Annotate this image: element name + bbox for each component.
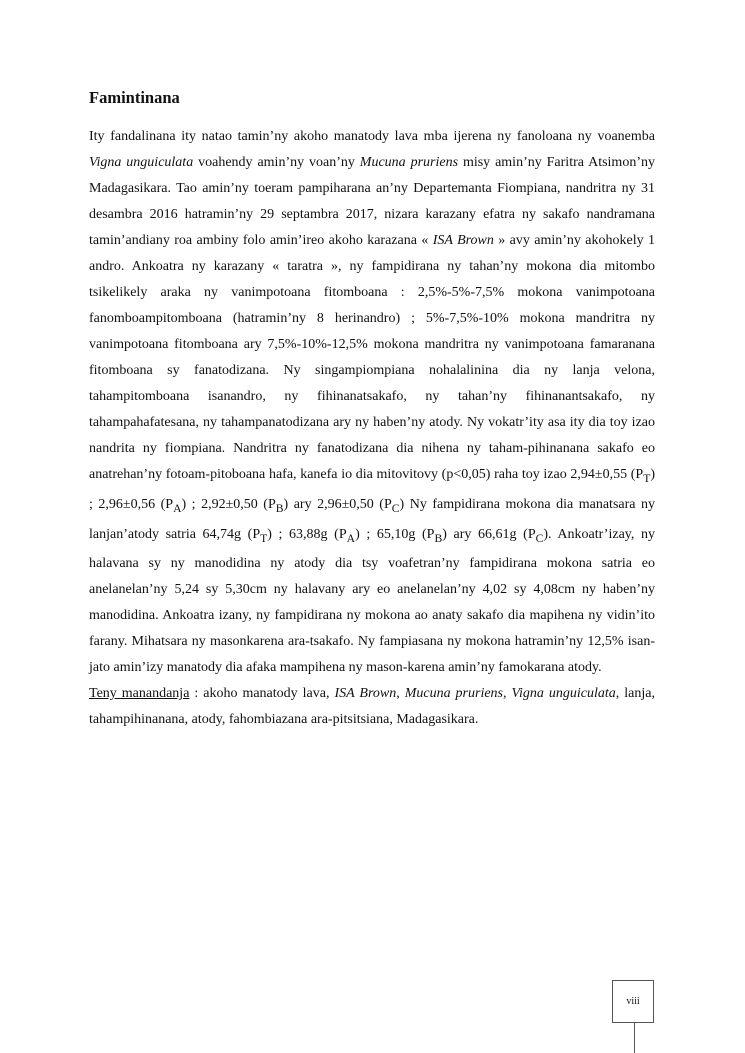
treatment-subscript: B (434, 531, 443, 545)
abstract-text: misy amin’ny Faritra Atsimon’ny Madagasikara. Tao amin’ny toeram pampiharana an’ny Departemanta Fiompiana, nandritra ny 31 desambra 2016 hatramin’ny 29 septambra 2017, nizara karazany efatra ny sakafo nandramana tamin’andiany roa ambiny folo amin’ireo akoho karazana « (89, 155, 655, 248)
species-name: Mucuna pruriens (359, 155, 459, 170)
treatment-subscript: C (535, 531, 544, 545)
keywords-text: , (503, 686, 512, 702)
abstract-text: ) ; 2,92±0,50 (P (181, 496, 276, 512)
keyword-italic: Mucuna pruriens (404, 686, 504, 702)
keywords-paragraph (89, 681, 655, 733)
treatment-subscript: C (391, 501, 400, 515)
keyword-italic: ISA Brown (334, 686, 397, 702)
page-number-rule (634, 1023, 635, 1053)
treatment-subscript: A (173, 501, 182, 515)
treatment-subscript: T (643, 471, 651, 485)
abstract-text: ). Ankoatr’izay, ny halavana sy ny manodidina ny atody dia tsy voafetran’ny fampidirana mokona satria eo anelanelan’ny 5,24 sy 5,30cm ny halavany ary eo anelanelan’ny 4,02 sy 4,08cm ny haben’ny manodidina. Ankoatra izany, ny fampidirana ny mokona ao anaty sakafo dia mapihena ny vidin’ito farany. Mihatsara ny masonkarena ara-tsakafo. Ny fampiasana ny mokona hatramin’ny 12,5% isan-jato amin’izy manatody dia afaka mampihena ny mason-karena amin’ny famokarana atody. (89, 526, 656, 676)
page-number: viii (626, 996, 640, 1007)
abstract-text: ) ; 65,10g (P (355, 526, 435, 542)
treatment-subscript: A (346, 531, 356, 545)
keywords-label: Teny manandanja (89, 686, 190, 702)
abstract-text: voahendy amin’ny voan’ny (193, 155, 360, 170)
species-name: Vigna unguiculata (89, 155, 194, 170)
treatment-subscript: B (275, 501, 284, 515)
abstract-paragraph (89, 124, 655, 681)
treatment-subscript: T (260, 531, 268, 545)
abstract-text: ) ; 2,96±0,56 (P (89, 467, 655, 512)
abstract-text: ) Ny fampidirana mokona dia manatsara ny lanjan’atody satria 64,74g (P (89, 496, 656, 542)
abstract-text: ) ary 66,61g (P (442, 526, 536, 542)
section-heading: Famintinana (89, 88, 180, 107)
keyword-italic: Vigna unguiculata (511, 686, 616, 702)
abstract-text: ) ; 63,88g (P (267, 526, 347, 542)
abstract-text: » avy amin’ny akohokely 1 andro. Ankoatra ny karazany « taratra », ny fampidirana ny tahan’ny mokona dia mitombo tsikelikely araka ny vanimpotoana fitomboana : 2,5%-5%-7,5% mokona vanimpotoana fanomboampitomboana (hatramin’ny 8 herinandro) ; 5%-7,5%-10% mokona mandritra ny vanimpotoana fitomboana ary 7,5%-10%-12,5% mokona mandritra ny vanimpotoana famaranana fitomboana sy fanatodizana. Ny singampiompiana nohalalinina dia ny lanja velona, tahampitomboana isanandro, ny fihinanatsakafo, ny tahan’ny fihinanantsakafo, ny tahampahafatesana, ny tahampanatodizana ary ny haben’ny atody. Ny vokatr’ity asa ity dia toy izao nandrita ny fiompiana. Nandritra ny fanatodizana dia nihena ny taham-pihinanana sakafo eo anatrehan’ny fotoam-pitoboana hafa, kanefa io dia mitovitovy (p<0,05) raha toy izao 2,94±0,55 (P (89, 233, 656, 482)
keywords-text: , (396, 686, 405, 702)
keywords-text: : akoho manatody lava, (189, 686, 335, 702)
abstract-body (89, 124, 655, 733)
page-number-box (612, 980, 654, 1023)
abstract-text: Ity fandalinana ity natao tamin’ny akoho manatody lava mba ijerena ny fanoloana ny voanemba (89, 129, 655, 144)
keywords-text: , lanja, tahampihinanana, atody, fahombiazana ara-pitsitsiana, Madagasikara. (89, 686, 655, 728)
breed-name: ISA Brown (432, 233, 494, 248)
abstract-text: ) ary 2,96±0,50 (P (283, 496, 392, 512)
